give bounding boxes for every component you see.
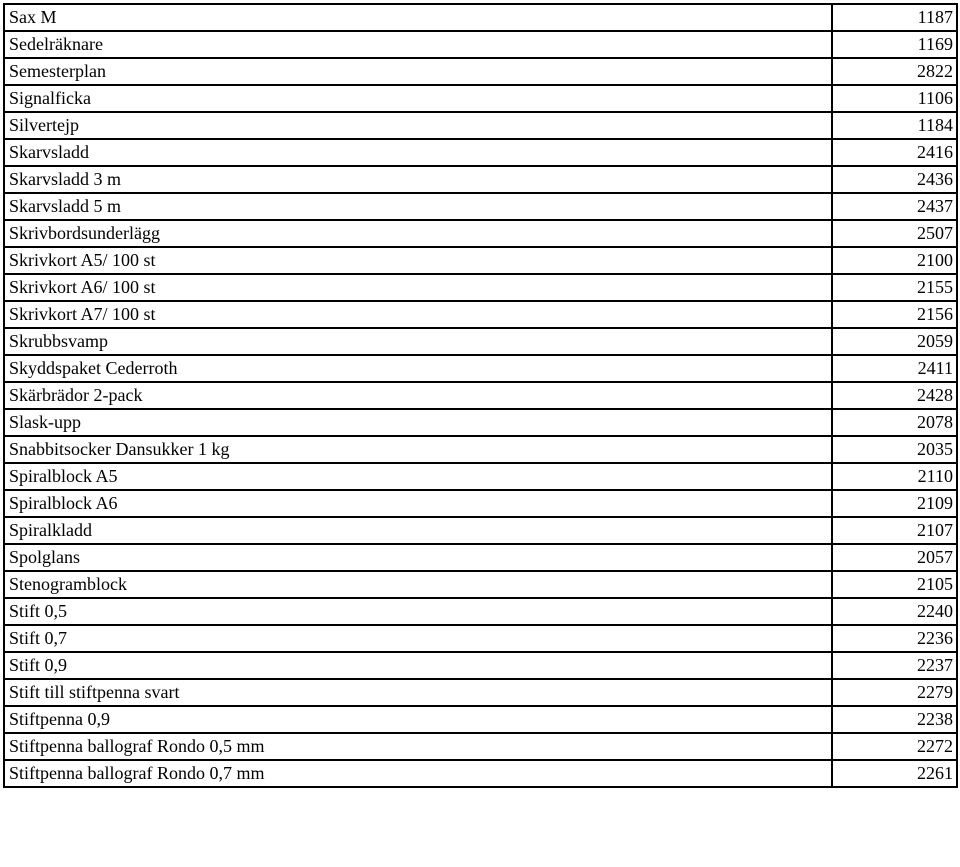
item-name-cell: Stiftpenna ballograf Rondo 0,5 mm bbox=[4, 733, 832, 760]
item-name-cell: Stift 0,5 bbox=[4, 598, 832, 625]
item-name-cell: Skyddspaket Cederroth bbox=[4, 355, 832, 382]
item-number-cell: 2436 bbox=[832, 166, 957, 193]
item-number-cell: 1184 bbox=[832, 112, 957, 139]
table-row bbox=[4, 517, 957, 544]
item-name-cell: Spiralblock A5 bbox=[4, 463, 832, 490]
item-name-cell: Snabbitsocker Dansukker 1 kg bbox=[4, 436, 832, 463]
table-row bbox=[4, 247, 957, 274]
table-row bbox=[4, 490, 957, 517]
table-row bbox=[4, 31, 957, 58]
item-number-cell: 2156 bbox=[832, 301, 957, 328]
item-name-cell: Stenogramblock bbox=[4, 571, 832, 598]
item-number-cell: 2411 bbox=[832, 355, 957, 382]
item-number-cell: 2237 bbox=[832, 652, 957, 679]
item-number-cell: 2078 bbox=[832, 409, 957, 436]
item-number-cell: 1169 bbox=[832, 31, 957, 58]
table-row bbox=[4, 436, 957, 463]
item-name-cell: Skrivkort A6/ 100 st bbox=[4, 274, 832, 301]
item-number-cell: 2240 bbox=[832, 598, 957, 625]
table-row bbox=[4, 58, 957, 85]
item-name-cell: Skrivbordsunderlägg bbox=[4, 220, 832, 247]
item-number-cell: 2261 bbox=[832, 760, 957, 787]
item-name-cell: Skarvsladd 5 m bbox=[4, 193, 832, 220]
item-number-cell: 2059 bbox=[832, 328, 957, 355]
table-row bbox=[4, 193, 957, 220]
item-number-cell: 2107 bbox=[832, 517, 957, 544]
table-row bbox=[4, 112, 957, 139]
item-name-cell: Stift 0,7 bbox=[4, 625, 832, 652]
item-name-cell: Spolglans bbox=[4, 544, 832, 571]
item-name-cell: Stiftpenna 0,9 bbox=[4, 706, 832, 733]
item-name-cell: Spiralkladd bbox=[4, 517, 832, 544]
table-row bbox=[4, 760, 957, 787]
item-name-cell: Spiralblock A6 bbox=[4, 490, 832, 517]
table-row bbox=[4, 274, 957, 301]
table-row bbox=[4, 85, 957, 112]
item-name-cell: Stiftpenna ballograf Rondo 0,7 mm bbox=[4, 760, 832, 787]
item-number-cell: 1106 bbox=[832, 85, 957, 112]
item-number-cell: 2822 bbox=[832, 58, 957, 85]
item-name-cell: Skarvsladd bbox=[4, 139, 832, 166]
item-name-cell: Skarvsladd 3 m bbox=[4, 166, 832, 193]
table-row bbox=[4, 571, 957, 598]
item-number-cell: 2035 bbox=[832, 436, 957, 463]
item-name-cell: Signalficka bbox=[4, 85, 832, 112]
item-name-cell: Semesterplan bbox=[4, 58, 832, 85]
table-row bbox=[4, 706, 957, 733]
item-number-cell: 2279 bbox=[832, 679, 957, 706]
table-row bbox=[4, 382, 957, 409]
table-row bbox=[4, 139, 957, 166]
table-row bbox=[4, 4, 957, 31]
item-name-cell: Stift 0,9 bbox=[4, 652, 832, 679]
item-number-cell: 2155 bbox=[832, 274, 957, 301]
table-row bbox=[4, 598, 957, 625]
item-number-cell: 2109 bbox=[832, 490, 957, 517]
item-number-cell: 1187 bbox=[832, 4, 957, 31]
item-number-cell: 2272 bbox=[832, 733, 957, 760]
table-row bbox=[4, 652, 957, 679]
item-number-cell: 2105 bbox=[832, 571, 957, 598]
table-row bbox=[4, 301, 957, 328]
item-number-cell: 2238 bbox=[832, 706, 957, 733]
item-name-cell: Skrubbsvamp bbox=[4, 328, 832, 355]
table-row bbox=[4, 463, 957, 490]
table-row bbox=[4, 625, 957, 652]
item-name-cell: Skärbrädor 2-pack bbox=[4, 382, 832, 409]
table-row bbox=[4, 733, 957, 760]
item-number-cell: 2057 bbox=[832, 544, 957, 571]
table-row bbox=[4, 328, 957, 355]
item-name-cell: Sedelräknare bbox=[4, 31, 832, 58]
table-row bbox=[4, 409, 957, 436]
item-name-cell: Skrivkort A7/ 100 st bbox=[4, 301, 832, 328]
item-name-cell: Skrivkort A5/ 100 st bbox=[4, 247, 832, 274]
item-number-table bbox=[3, 3, 958, 788]
table-row bbox=[4, 679, 957, 706]
item-name-cell: Stift till stiftpenna svart bbox=[4, 679, 832, 706]
table-body bbox=[4, 4, 957, 787]
item-number-cell: 2507 bbox=[832, 220, 957, 247]
item-number-cell: 2236 bbox=[832, 625, 957, 652]
item-number-cell: 2110 bbox=[832, 463, 957, 490]
item-number-cell: 2416 bbox=[832, 139, 957, 166]
item-number-cell: 2437 bbox=[832, 193, 957, 220]
item-name-cell: Slask-upp bbox=[4, 409, 832, 436]
table-row bbox=[4, 355, 957, 382]
item-number-cell: 2100 bbox=[832, 247, 957, 274]
item-name-cell: Silvertejp bbox=[4, 112, 832, 139]
item-number-cell: 2428 bbox=[832, 382, 957, 409]
table-row bbox=[4, 166, 957, 193]
item-name-cell: Sax M bbox=[4, 4, 832, 31]
table-row bbox=[4, 544, 957, 571]
table-row bbox=[4, 220, 957, 247]
